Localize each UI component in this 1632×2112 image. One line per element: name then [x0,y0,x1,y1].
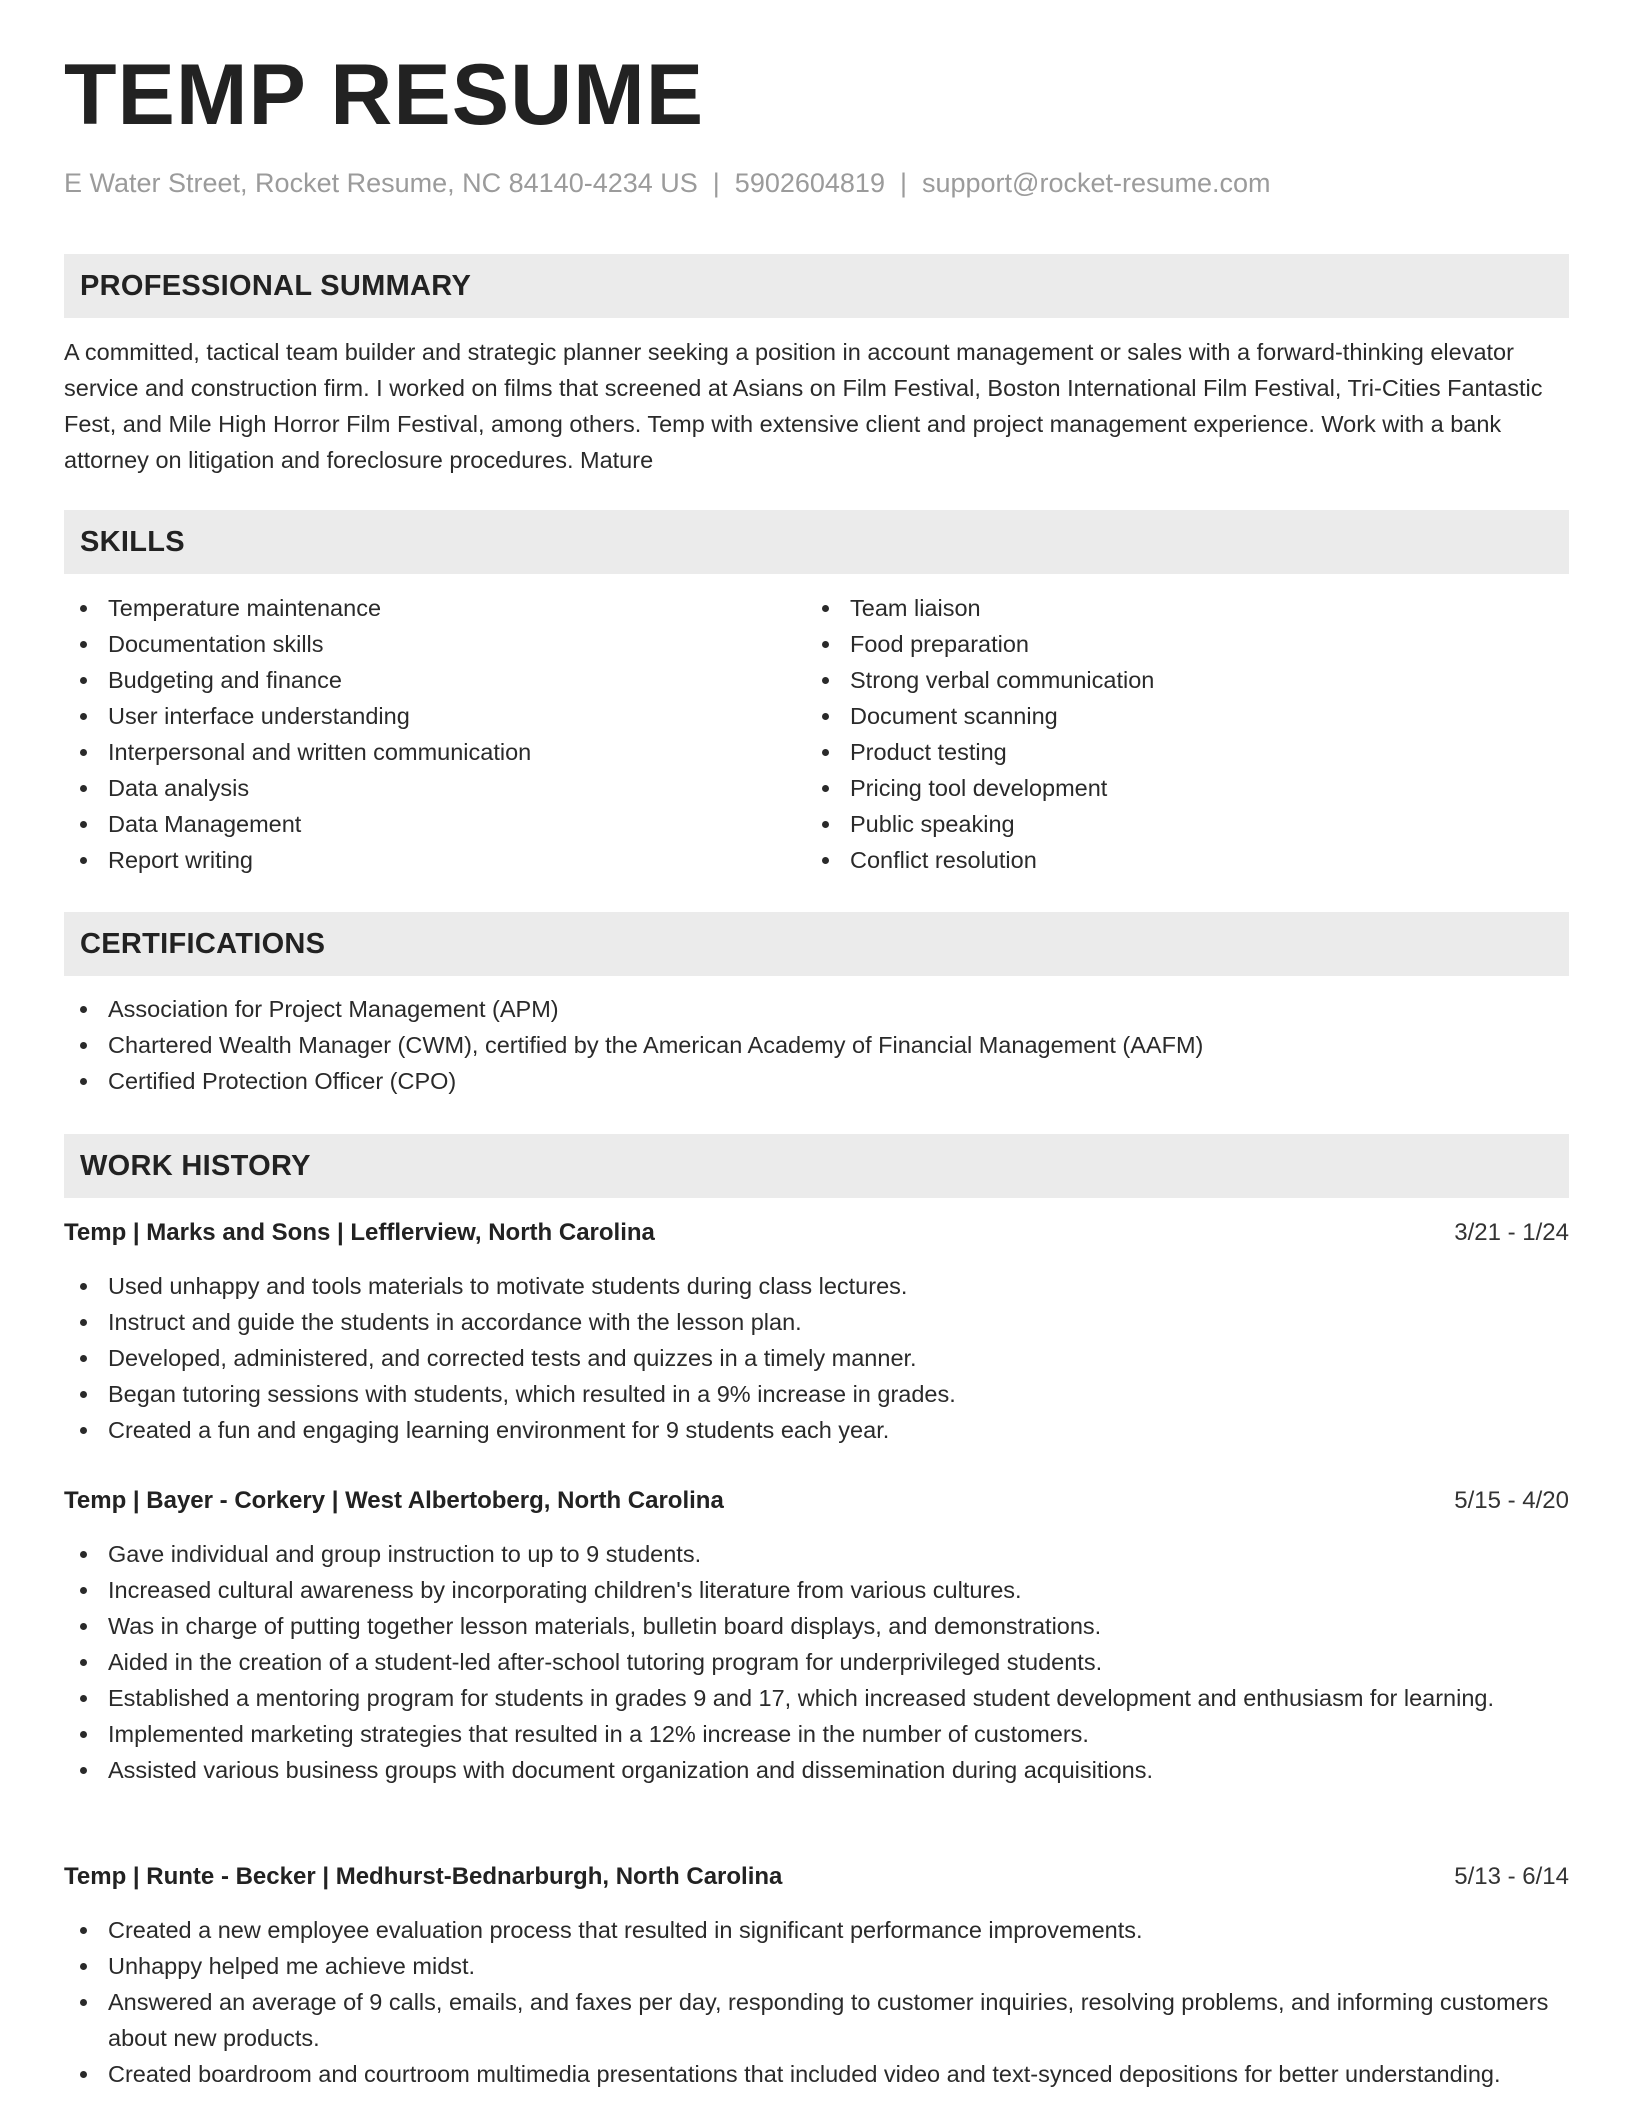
job-bullet: Increased cultural awareness by incorporating children's literature from various cultures. [64,1572,1569,1608]
job-entry [64,1483,1569,1788]
job-bullet: Gave individual and group instruction to up to 9 students. [64,1536,1569,1572]
job-bullet: Aided in the creation of a student-led after-school tutoring program for underprivileged students. [64,1644,1569,1680]
summary-heading: PROFESSIONAL SUMMARY [64,254,1569,318]
contact-separator: | [899,168,907,198]
skills-heading: SKILLS [64,510,1569,574]
skills-column-right [806,590,1546,878]
job-bullet: Created a fun and engaging learning environment for 9 students each year. [64,1412,1569,1448]
job-title: Temp | Runte - Becker | Medhurst-Bednarburgh, North Carolina [64,1863,783,1890]
job-bullet: Established a mentoring program for students in grades 9 and 17, which increased student development and enthusiasm for learning. [64,1680,1569,1716]
phone-number: 5902604819 [734,168,885,198]
job-header [64,1483,1569,1519]
job-bullets [64,1268,1569,1448]
summary-text: A committed, tactical team builder and strategic planner seeking a position in account management or sales with a forward-thinking elevator service and construction firm. I worked on films that screened at Asians on Film Festival, Boston International Film Festival, Tri-Cities Fantastic Fest, and Mile High Horror Film Festival, among others. Temp with extensive client and project management experience. Work with a bank attorney on litigation and foreclosure procedures. Mature [64,339,1543,473]
email-address: support@rocket-resume.com [921,168,1271,198]
job-bullets [64,1536,1569,1788]
job-bullet: Used unhappy and tools materials to motivate students during class lectures. [64,1268,1569,1304]
job-bullet: Implemented marketing strategies that resulted in a 12% increase in the number of customers. [64,1716,1569,1752]
skill-item: Report writing [64,842,804,878]
certifications-heading: CERTIFICATIONS [64,912,1569,976]
job-header [64,1859,1569,1895]
job-bullet: Was in charge of putting together lesson materials, bulletin board displays, and demonstrations. [64,1608,1569,1644]
contact-line [64,168,1271,199]
job-entry [64,1859,1569,2092]
candidate-name: TEMP RESUME [64,47,705,143]
contact-separator: | [712,168,720,198]
job-bullet: Assisted various business groups with document organization and dissemination during acquisitions. [64,1752,1569,1788]
job-bullet: Created boardroom and courtroom multimedia presentations that included video and text-synced depositions for better understanding. [64,2056,1569,2092]
work-history-heading: WORK HISTORY [64,1134,1569,1198]
job-entry [64,1215,1569,1448]
job-dates: 3/21 - 1/24 [1454,1219,1569,1246]
skills-column-left [64,590,804,878]
certification-item: Chartered Wealth Manager (CWM), certified by the American Academy of Financial Management (AAFM) [64,1027,1569,1063]
skill-item: Interpersonal and written communication [64,734,804,770]
certifications-list [64,991,1569,1099]
job-bullet: Unhappy helped me achieve midst. [64,1948,1569,1984]
skill-item: Temperature maintenance [64,590,804,626]
skill-item: Budgeting and finance [64,662,804,698]
skill-item: Strong verbal communication [806,662,1546,698]
job-bullet: Created a new employee evaluation process that resulted in significant performance improvements. [64,1912,1569,1948]
job-bullet: Began tutoring sessions with students, which resulted in a 9% increase in grades. [64,1376,1569,1412]
job-bullets [64,1912,1569,2092]
skill-item: Public speaking [806,806,1546,842]
job-title: Temp | Bayer - Corkery | West Albertoberg, North Carolina [64,1487,724,1514]
job-bullet: Instruct and guide the students in accordance with the lesson plan. [64,1304,1569,1340]
skill-item: Pricing tool development [806,770,1546,806]
job-dates: 5/15 - 4/20 [1454,1487,1569,1514]
skills-list-right [806,590,1546,878]
skill-item: Data analysis [64,770,804,806]
certification-item: Association for Project Management (APM) [64,991,1569,1027]
skill-item: Data Management [64,806,804,842]
job-dates: 5/13 - 6/14 [1454,1863,1569,1890]
skill-item: Document scanning [806,698,1546,734]
skill-item: Product testing [806,734,1546,770]
skill-item: Conflict resolution [806,842,1546,878]
job-header [64,1215,1569,1251]
job-title: Temp | Marks and Sons | Lefflerview, North Carolina [64,1219,655,1246]
job-bullet: Developed, administered, and corrected tests and quizzes in a timely manner. [64,1340,1569,1376]
certification-item: Certified Protection Officer (CPO) [64,1063,1569,1099]
skill-item: Team liaison [806,590,1546,626]
skill-item: Food preparation [806,626,1546,662]
skill-item: User interface understanding [64,698,804,734]
address: E Water Street, Rocket Resume, NC 84140-4234 US [64,168,698,198]
job-bullet: Answered an average of 9 calls, emails, and faxes per day, responding to customer inquiries, resolving problems, and informing customers about new products. [64,1984,1569,2056]
skill-item: Documentation skills [64,626,804,662]
skills-list-left [64,590,804,878]
